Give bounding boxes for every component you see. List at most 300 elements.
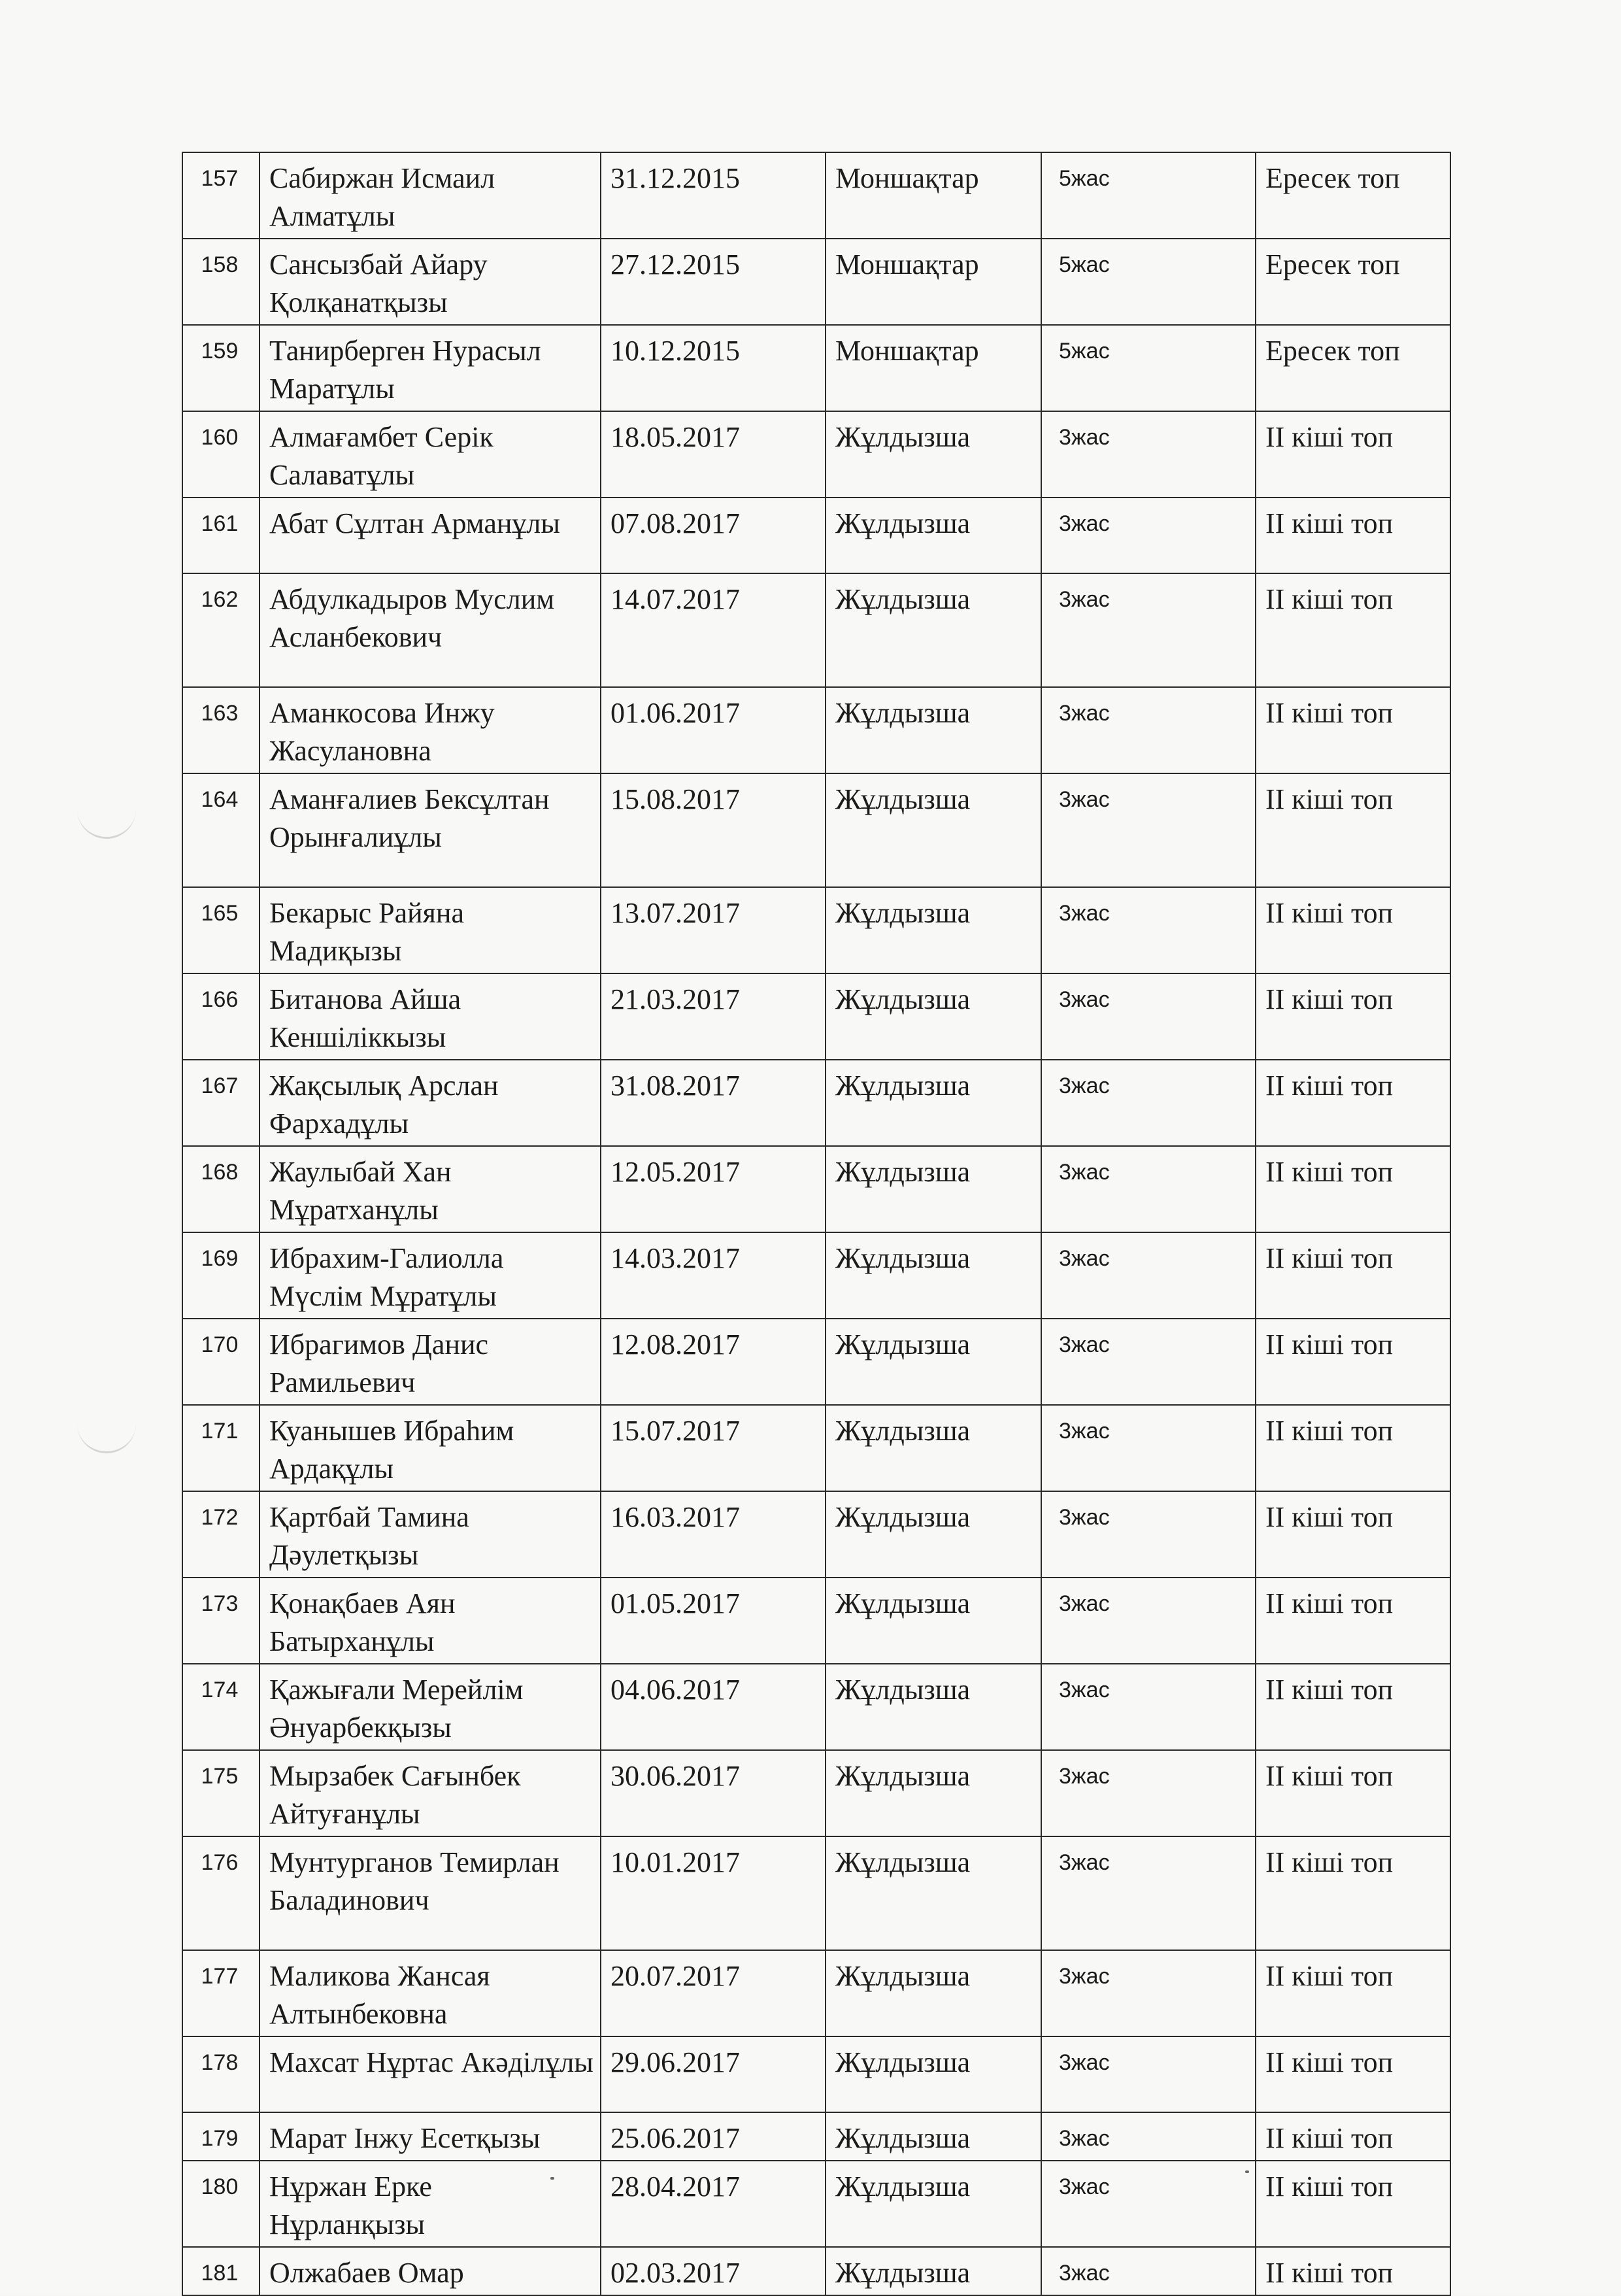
table-row bbox=[182, 1405, 1450, 1491]
group-level-cell bbox=[1256, 1319, 1450, 1405]
group-level-cell bbox=[1256, 1750, 1450, 1836]
child-name: Олжабаев Омар bbox=[269, 2257, 464, 2289]
group-name-cell bbox=[826, 1491, 1041, 1578]
group-name-cell bbox=[826, 887, 1041, 973]
row-number: 164 bbox=[201, 787, 239, 812]
row-number: 172 bbox=[201, 1505, 239, 1530]
group-level: ІІ кіші топ bbox=[1265, 1846, 1394, 1878]
group-level: ІІ кіші топ bbox=[1265, 897, 1394, 929]
birth-date-cell bbox=[601, 2036, 826, 2112]
table-row bbox=[182, 1664, 1450, 1750]
child-name-cell bbox=[259, 152, 601, 239]
row-number-cell bbox=[182, 239, 259, 325]
birth-date-cell bbox=[601, 1232, 826, 1319]
row-number-cell bbox=[182, 773, 259, 887]
child-age: 3жас bbox=[1059, 1160, 1110, 1185]
birth-date: 07.08.2017 bbox=[610, 507, 740, 539]
row-number: 173 bbox=[201, 1591, 239, 1616]
child-name-cell bbox=[259, 1319, 601, 1405]
table-row bbox=[182, 1319, 1450, 1405]
child-name: Куанышев Ибраһим Ардақұлы bbox=[269, 1415, 514, 1485]
row-number-cell bbox=[182, 1491, 259, 1578]
table-row bbox=[182, 1232, 1450, 1319]
birth-date-cell bbox=[601, 2247, 826, 2295]
group-level-cell bbox=[1256, 1491, 1450, 1578]
row-number-cell bbox=[182, 2247, 259, 2295]
child-age-cell bbox=[1041, 1232, 1256, 1319]
child-age: 3жас bbox=[1059, 511, 1110, 536]
table-row bbox=[182, 773, 1450, 887]
child-age-cell bbox=[1041, 1491, 1256, 1578]
row-number-cell bbox=[182, 1060, 259, 1146]
birth-date: 21.03.2017 bbox=[610, 983, 740, 1015]
child-age: 3жас bbox=[1059, 1246, 1110, 1271]
child-age-cell bbox=[1041, 1950, 1256, 2036]
birth-date: 14.07.2017 bbox=[610, 583, 740, 615]
group-name: Жұлдызша bbox=[835, 2046, 971, 2078]
group-level-cell bbox=[1256, 887, 1450, 973]
birth-date-cell bbox=[601, 573, 826, 687]
table-row bbox=[182, 325, 1450, 411]
child-name: Ибрахим-Галиолла Мүслім Мұратұлы bbox=[269, 1242, 504, 1312]
group-level: ІІ кіші топ bbox=[1265, 2122, 1394, 2154]
birth-date-cell bbox=[601, 325, 826, 411]
row-number: 170 bbox=[201, 1332, 239, 1357]
birth-date-cell bbox=[601, 1146, 826, 1232]
group-name: Жұлдызша bbox=[835, 583, 971, 615]
child-name: Абат Сұлтан Арманұлы bbox=[269, 507, 560, 539]
child-age: 3жас bbox=[1059, 1332, 1110, 1357]
group-level: ІІ кіші топ bbox=[1265, 1415, 1394, 1447]
group-level: ІІ кіші топ bbox=[1265, 421, 1394, 453]
row-number: 166 bbox=[201, 987, 239, 1012]
child-age-cell bbox=[1041, 1750, 1256, 1836]
table-row bbox=[182, 973, 1450, 1060]
child-name: Марат Інжу Есетқызы bbox=[269, 2122, 541, 2154]
row-number: 174 bbox=[201, 1678, 239, 1702]
row-number-cell bbox=[182, 2036, 259, 2112]
group-name: Моншақтар bbox=[835, 162, 979, 194]
group-name-cell bbox=[826, 2161, 1041, 2247]
group-level: ІІ кіші топ bbox=[1265, 583, 1394, 615]
table-row bbox=[182, 687, 1450, 773]
child-name: Жақсылық Арслан Фархадұлы bbox=[269, 1070, 499, 1140]
child-name: Мунтурганов Темирлан Баладинович bbox=[269, 1846, 560, 1916]
group-level-cell bbox=[1256, 239, 1450, 325]
child-age-cell bbox=[1041, 498, 1256, 573]
group-level-cell bbox=[1256, 1578, 1450, 1664]
group-name-cell bbox=[826, 1836, 1041, 1950]
group-name: Жұлдызша bbox=[835, 1070, 971, 1102]
child-age: 3жас bbox=[1059, 1419, 1110, 1443]
child-name-cell bbox=[259, 1836, 601, 1950]
child-name-cell bbox=[259, 2161, 601, 2247]
birth-date-cell bbox=[601, 887, 826, 973]
row-number-cell bbox=[182, 1950, 259, 2036]
child-name-cell bbox=[259, 773, 601, 887]
child-age-cell bbox=[1041, 2247, 1256, 2295]
group-name-cell bbox=[826, 2247, 1041, 2295]
child-name: Абдулкадыров Муслим Асланбекович bbox=[269, 583, 555, 653]
group-level: ІІ кіші топ bbox=[1265, 1501, 1394, 1533]
group-level-cell bbox=[1256, 2247, 1450, 2295]
child-name: Алмағамбет Серік Салаватұлы bbox=[269, 421, 493, 491]
birth-date-cell bbox=[601, 1836, 826, 1950]
group-name-cell bbox=[826, 687, 1041, 773]
child-age: 3жас bbox=[1059, 1850, 1110, 1875]
group-level: ІІ кіші топ bbox=[1265, 1328, 1394, 1360]
child-age-cell bbox=[1041, 1060, 1256, 1146]
table-row bbox=[182, 2247, 1450, 2295]
group-name: Жұлдызша bbox=[835, 2122, 971, 2154]
group-level-cell bbox=[1256, 687, 1450, 773]
child-name: Битанова Айша Кеншіліккызы bbox=[269, 983, 461, 1053]
child-age: 3жас bbox=[1059, 701, 1110, 726]
birth-date-cell bbox=[601, 1405, 826, 1491]
group-name-cell bbox=[826, 2112, 1041, 2161]
group-name-cell bbox=[826, 239, 1041, 325]
table-row bbox=[182, 1060, 1450, 1146]
table-row bbox=[182, 1578, 1450, 1664]
child-age-cell bbox=[1041, 773, 1256, 887]
group-level: Ересек топ bbox=[1265, 335, 1400, 367]
group-name: Жұлдызша bbox=[835, 1415, 971, 1447]
child-name: Маликова Жансая Алтынбековна bbox=[269, 1960, 490, 2030]
row-number-cell bbox=[182, 411, 259, 498]
group-name-cell bbox=[826, 1578, 1041, 1664]
child-age: 3жас bbox=[1059, 1764, 1110, 1789]
birth-date: 13.07.2017 bbox=[610, 897, 740, 929]
child-name-cell bbox=[259, 498, 601, 573]
child-name-cell bbox=[259, 887, 601, 973]
child-name: Қартбай Тамина Дәулетқызы bbox=[269, 1501, 469, 1571]
group-name: Жұлдызша bbox=[835, 507, 971, 539]
group-level: ІІ кіші топ bbox=[1265, 783, 1394, 815]
group-level: ІІ кіші топ bbox=[1265, 2170, 1394, 2203]
birth-date-cell bbox=[601, 687, 826, 773]
child-age: 3жас bbox=[1059, 2126, 1110, 2151]
punch-hole-mark bbox=[77, 798, 136, 839]
group-name-cell bbox=[826, 1950, 1041, 2036]
group-name-cell bbox=[826, 773, 1041, 887]
group-level: ІІ кіші топ bbox=[1265, 697, 1394, 729]
child-age-cell bbox=[1041, 1578, 1256, 1664]
group-name-cell bbox=[826, 1060, 1041, 1146]
group-name-cell bbox=[826, 1232, 1041, 1319]
group-name-cell bbox=[826, 573, 1041, 687]
child-age: 3жас bbox=[1059, 425, 1110, 450]
group-name: Моншақтар bbox=[835, 335, 979, 367]
row-number-cell bbox=[182, 1319, 259, 1405]
table-row bbox=[182, 498, 1450, 573]
child-age: 3жас bbox=[1059, 1678, 1110, 1702]
birth-date-cell bbox=[601, 1664, 826, 1750]
group-level-cell bbox=[1256, 498, 1450, 573]
birth-date-cell bbox=[601, 1319, 826, 1405]
birth-date: 29.06.2017 bbox=[610, 2046, 740, 2078]
birth-date: 12.05.2017 bbox=[610, 1156, 740, 1188]
child-age-cell bbox=[1041, 687, 1256, 773]
child-age-cell bbox=[1041, 325, 1256, 411]
child-age-cell bbox=[1041, 973, 1256, 1060]
row-number: 167 bbox=[201, 1073, 239, 1098]
group-name: Жұлдызша bbox=[835, 1760, 971, 1792]
child-name-cell bbox=[259, 1146, 601, 1232]
group-level: ІІ кіші топ bbox=[1265, 507, 1394, 539]
group-name-cell bbox=[826, 1319, 1041, 1405]
row-number: 181 bbox=[201, 2261, 239, 2286]
children-roster-table bbox=[182, 152, 1451, 2296]
group-level: ІІ кіші топ bbox=[1265, 1674, 1394, 1706]
row-number-cell bbox=[182, 498, 259, 573]
group-name-cell bbox=[826, 1664, 1041, 1750]
child-age-cell bbox=[1041, 2112, 1256, 2161]
child-name: Нұржан Ерке Нұрланқызы bbox=[269, 2170, 432, 2240]
group-level-cell bbox=[1256, 1146, 1450, 1232]
group-name: Жұлдызша bbox=[835, 1587, 971, 1619]
group-level-cell bbox=[1256, 1232, 1450, 1319]
birth-date: 04.06.2017 bbox=[610, 1674, 740, 1706]
child-name-cell bbox=[259, 2036, 601, 2112]
birth-date: 20.07.2017 bbox=[610, 1960, 740, 1992]
birth-date: 14.03.2017 bbox=[610, 1242, 740, 1274]
group-level-cell bbox=[1256, 152, 1450, 239]
birth-date: 28.04.2017 bbox=[610, 2170, 740, 2203]
child-name-cell bbox=[259, 687, 601, 773]
child-age: 3жас bbox=[1059, 587, 1110, 612]
birth-date: 15.07.2017 bbox=[610, 1415, 740, 1447]
group-name-cell bbox=[826, 1146, 1041, 1232]
child-name-cell bbox=[259, 411, 601, 498]
birth-date-cell bbox=[601, 2161, 826, 2247]
group-level: ІІ кіші топ bbox=[1265, 2257, 1394, 2289]
row-number: 178 bbox=[201, 2050, 239, 2075]
row-number: 176 bbox=[201, 1850, 239, 1875]
table-row bbox=[182, 1146, 1450, 1232]
group-name-cell bbox=[826, 1405, 1041, 1491]
table-row bbox=[182, 2112, 1450, 2161]
birth-date: 15.08.2017 bbox=[610, 783, 740, 815]
child-name: Сансызбай Айару Қолқанатқызы bbox=[269, 248, 488, 318]
group-level-cell bbox=[1256, 973, 1450, 1060]
row-number: 180 bbox=[201, 2174, 239, 2199]
group-name: Жұлдызша bbox=[835, 421, 971, 453]
child-age: 3жас bbox=[1059, 2050, 1110, 2075]
table-row bbox=[182, 411, 1450, 498]
row-number: 165 bbox=[201, 901, 239, 926]
child-age-cell bbox=[1041, 573, 1256, 687]
birth-date-cell bbox=[601, 498, 826, 573]
child-age-cell bbox=[1041, 1319, 1256, 1405]
birth-date: 02.03.2017 bbox=[610, 2257, 740, 2289]
birth-date: 27.12.2015 bbox=[610, 248, 740, 280]
group-name: Жұлдызша bbox=[835, 897, 971, 929]
child-name: Аманғалиев Бексұлтан Орынғалиұлы bbox=[269, 783, 550, 853]
table-row bbox=[182, 1750, 1450, 1836]
group-level-cell bbox=[1256, 411, 1450, 498]
child-name: Ибрагимов Данис Рамильевич bbox=[269, 1328, 489, 1398]
group-name-cell bbox=[826, 2036, 1041, 2112]
group-name: Жұлдызша bbox=[835, 1328, 971, 1360]
child-name-cell bbox=[259, 1578, 601, 1664]
child-name-cell bbox=[259, 973, 601, 1060]
child-age-cell bbox=[1041, 1664, 1256, 1750]
table-row bbox=[182, 239, 1450, 325]
child-age: 3жас bbox=[1059, 1591, 1110, 1616]
birth-date: 16.03.2017 bbox=[610, 1501, 740, 1533]
child-age-cell bbox=[1041, 239, 1256, 325]
group-level-cell bbox=[1256, 2161, 1450, 2247]
row-number-cell bbox=[182, 1578, 259, 1664]
birth-date-cell bbox=[601, 2112, 826, 2161]
birth-date: 30.06.2017 bbox=[610, 1760, 740, 1792]
child-name: Сабиржан Исмаил Алматұлы bbox=[269, 162, 495, 232]
child-name-cell bbox=[259, 2112, 601, 2161]
child-age: 5жас bbox=[1059, 166, 1110, 191]
table-row bbox=[182, 1836, 1450, 1950]
group-name: Жұлдызша bbox=[835, 2257, 971, 2289]
child-name-cell bbox=[259, 2247, 601, 2295]
row-number-cell bbox=[182, 1146, 259, 1232]
child-age-cell bbox=[1041, 411, 1256, 498]
child-name: Танирберген Нурасыл Маратұлы bbox=[269, 335, 541, 405]
table-row bbox=[182, 1491, 1450, 1578]
group-name: Жұлдызша bbox=[835, 1156, 971, 1188]
row-number-cell bbox=[182, 573, 259, 687]
row-number-cell bbox=[182, 325, 259, 411]
row-number-cell bbox=[182, 973, 259, 1060]
group-level: ІІ кіші топ bbox=[1265, 1070, 1394, 1102]
birth-date: 31.08.2017 bbox=[610, 1070, 740, 1102]
row-number: 163 bbox=[201, 701, 239, 726]
row-number: 162 bbox=[201, 587, 239, 612]
row-number-cell bbox=[182, 1836, 259, 1950]
child-age: 3жас bbox=[1059, 901, 1110, 926]
row-number-cell bbox=[182, 1232, 259, 1319]
birth-date: 18.05.2017 bbox=[610, 421, 740, 453]
group-level: Ересек топ bbox=[1265, 162, 1400, 194]
birth-date: 12.08.2017 bbox=[610, 1328, 740, 1360]
roster-body bbox=[182, 152, 1450, 2295]
child-age-cell bbox=[1041, 2161, 1256, 2247]
group-level-cell bbox=[1256, 2036, 1450, 2112]
child-name-cell bbox=[259, 239, 601, 325]
birth-date-cell bbox=[601, 973, 826, 1060]
row-number: 179 bbox=[201, 2126, 239, 2151]
row-number: 158 bbox=[201, 252, 239, 277]
row-number: 168 bbox=[201, 1160, 239, 1185]
child-age: 3жас bbox=[1059, 1964, 1110, 1989]
group-level-cell bbox=[1256, 1836, 1450, 1950]
group-level-cell bbox=[1256, 1060, 1450, 1146]
child-name-cell bbox=[259, 325, 601, 411]
child-age: 3жас bbox=[1059, 2174, 1110, 2199]
birth-date: 01.05.2017 bbox=[610, 1587, 740, 1619]
scan-speck bbox=[1245, 2170, 1249, 2173]
birth-date: 01.06.2017 bbox=[610, 697, 740, 729]
child-age-cell bbox=[1041, 1405, 1256, 1491]
group-name-cell bbox=[826, 411, 1041, 498]
row-number-cell bbox=[182, 1405, 259, 1491]
table-row bbox=[182, 573, 1450, 687]
birth-date-cell bbox=[601, 1578, 826, 1664]
child-age: 5жас bbox=[1059, 252, 1110, 277]
child-age-cell bbox=[1041, 1836, 1256, 1950]
row-number-cell bbox=[182, 687, 259, 773]
row-number: 177 bbox=[201, 1964, 239, 1989]
child-name-cell bbox=[259, 1491, 601, 1578]
table-row bbox=[182, 1950, 1450, 2036]
birth-date-cell bbox=[601, 239, 826, 325]
birth-date-cell bbox=[601, 411, 826, 498]
group-level: ІІ кіші топ bbox=[1265, 1242, 1394, 1274]
group-level-cell bbox=[1256, 325, 1450, 411]
row-number: 159 bbox=[201, 339, 239, 363]
child-name-cell bbox=[259, 1232, 601, 1319]
row-number: 171 bbox=[201, 1419, 239, 1443]
child-age: 3жас bbox=[1059, 787, 1110, 812]
row-number-cell bbox=[182, 2112, 259, 2161]
child-age-cell bbox=[1041, 2036, 1256, 2112]
child-age: 3жас bbox=[1059, 1073, 1110, 1098]
child-age-cell bbox=[1041, 1146, 1256, 1232]
child-name-cell bbox=[259, 1950, 601, 2036]
group-name: Жұлдызша bbox=[835, 1242, 971, 1274]
child-name: Жаулыбай Хан Мұратханұлы bbox=[269, 1156, 452, 1226]
child-age: 5жас bbox=[1059, 339, 1110, 363]
group-name: Жұлдызша bbox=[835, 2170, 971, 2203]
scan-speck bbox=[550, 2177, 554, 2180]
child-name-cell bbox=[259, 1750, 601, 1836]
child-name-cell bbox=[259, 1405, 601, 1491]
row-number-cell bbox=[182, 1750, 259, 1836]
child-name-cell bbox=[259, 573, 601, 687]
group-name: Моншақтар bbox=[835, 248, 979, 280]
row-number: 169 bbox=[201, 1246, 239, 1271]
child-name: Мырзабек Сағынбек Айтуғанұлы bbox=[269, 1760, 521, 1830]
group-name-cell bbox=[826, 325, 1041, 411]
table-row bbox=[182, 2161, 1450, 2247]
group-name: Жұлдызша bbox=[835, 1674, 971, 1706]
group-level-cell bbox=[1256, 573, 1450, 687]
group-name: Жұлдызша bbox=[835, 1846, 971, 1878]
row-number: 157 bbox=[201, 166, 239, 191]
group-name: Жұлдызша bbox=[835, 1960, 971, 1992]
birth-date-cell bbox=[601, 1750, 826, 1836]
group-level-cell bbox=[1256, 1950, 1450, 2036]
child-name-cell bbox=[259, 1060, 601, 1146]
group-name-cell bbox=[826, 1750, 1041, 1836]
group-level-cell bbox=[1256, 1405, 1450, 1491]
group-level: ІІ кіші топ bbox=[1265, 1960, 1394, 1992]
child-name: Аманкосова Инжу Жасулановна bbox=[269, 697, 495, 767]
group-level: ІІ кіші топ bbox=[1265, 1587, 1394, 1619]
group-name-cell bbox=[826, 152, 1041, 239]
group-name: Жұлдызша bbox=[835, 1501, 971, 1533]
row-number: 161 bbox=[201, 511, 239, 536]
table-row bbox=[182, 152, 1450, 239]
child-age: 3жас bbox=[1059, 987, 1110, 1012]
group-level: ІІ кіші топ bbox=[1265, 983, 1394, 1015]
group-level: ІІ кіші топ bbox=[1265, 1760, 1394, 1792]
birth-date-cell bbox=[601, 152, 826, 239]
punch-hole-mark bbox=[77, 1412, 136, 1453]
group-name: Жұлдызша bbox=[835, 783, 971, 815]
child-age-cell bbox=[1041, 152, 1256, 239]
birth-date-cell bbox=[601, 1491, 826, 1578]
child-name: Қажығали Мерейлім Әнуарбекқызы bbox=[269, 1674, 524, 1744]
child-age: 3жас bbox=[1059, 1505, 1110, 1530]
